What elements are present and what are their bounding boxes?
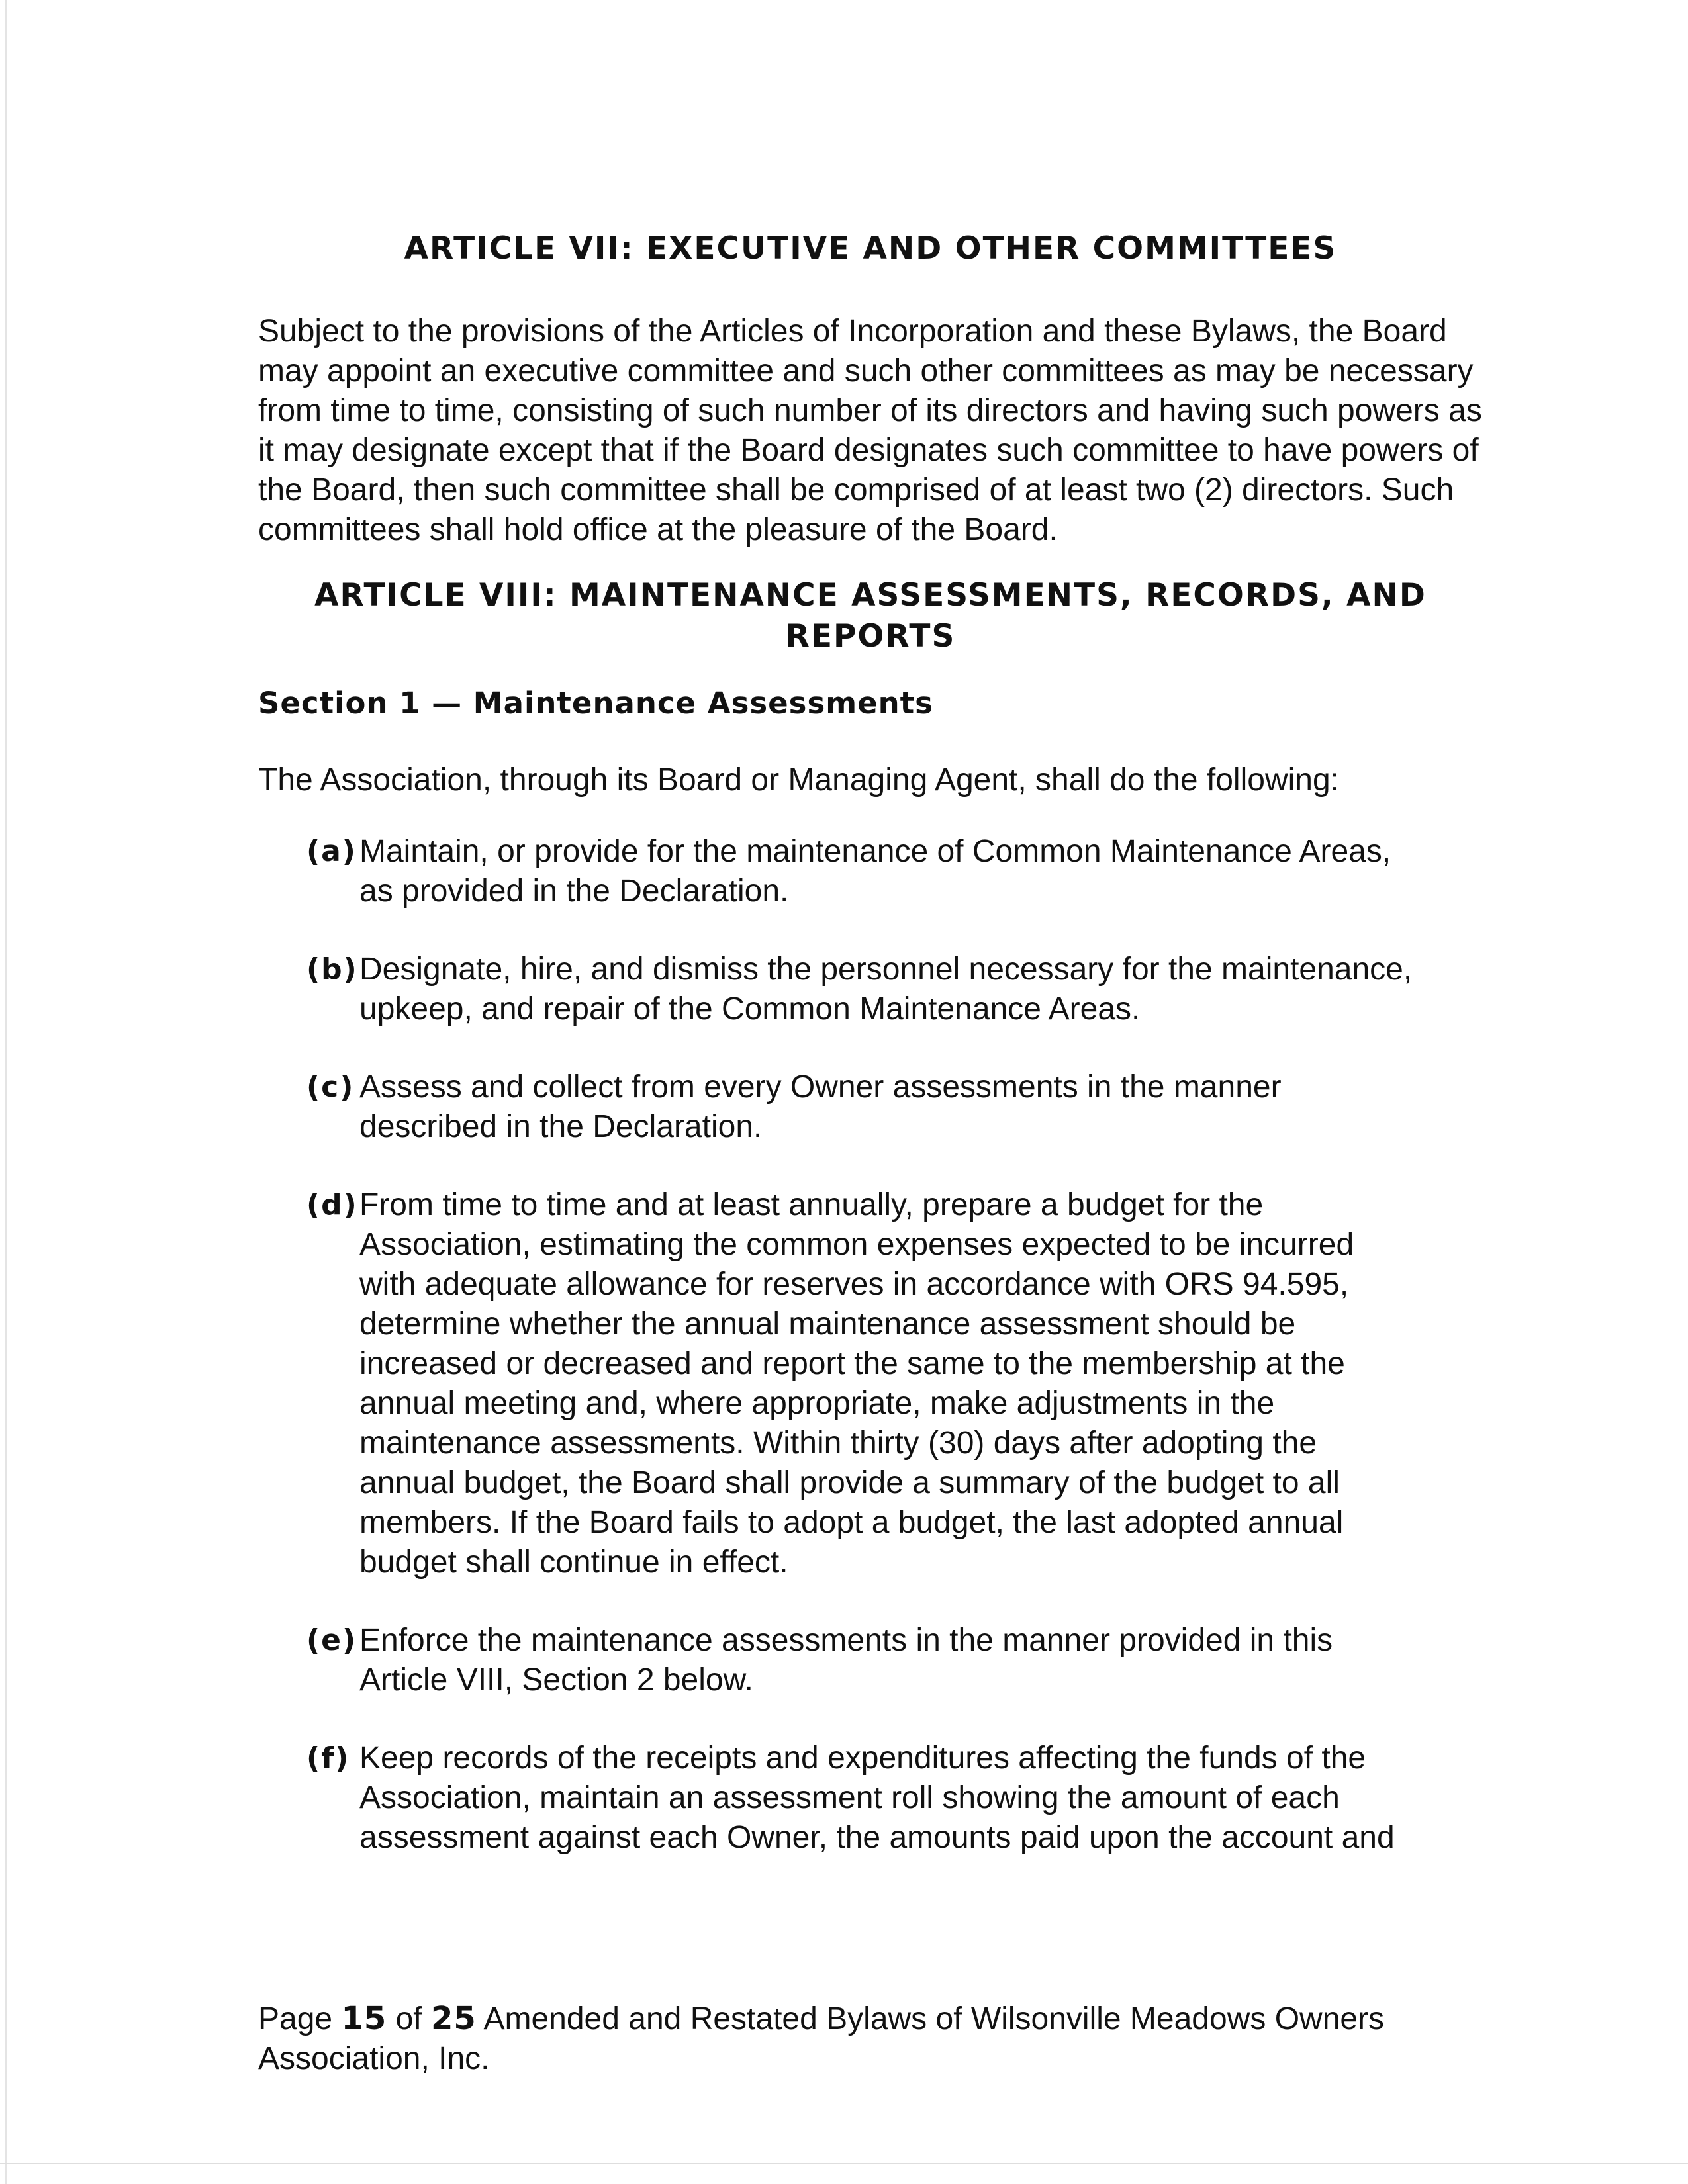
- list-item-label: (f): [306, 1741, 350, 1775]
- footer-of-word: of: [395, 2001, 422, 2036]
- article-viii-heading: [258, 575, 1483, 657]
- footer-title-line2: Association, Inc.: [258, 2041, 490, 2076]
- list-item-text: From time to time and at least annually, prepare a budget for the Association, estimating the common expenses expected to be incurred with adequate allowance for reserves in accordance with ORS 94.595, determine whether the annual maintenance assessment should be increased or decreased and report the same to the membership at the annual meeting and, where appropriate, make adjustments in the maintenance assessments. Within thirty (30) days after adopting the annual budget, the Board shall provide a summary of the budget to all members. If the Board fails to adopt a budget, the last adopted annual budget shall continue in effect.: [359, 1187, 1354, 1580]
- list-item-label: (a): [306, 835, 357, 868]
- page-bottom-edge: [0, 2163, 1688, 2164]
- list-item-e: [258, 1621, 1483, 1700]
- article-viii-heading-line1: ARTICLE VIII: MAINTENANCE ASSESSMENTS, RECORDS, AND: [314, 577, 1427, 614]
- list-item-d: [258, 1185, 1483, 1582]
- list-item-b: [258, 950, 1483, 1029]
- list-item-f: [258, 1739, 1483, 1858]
- list-item-a: [258, 832, 1483, 911]
- article-viii-heading-line2: REPORTS: [785, 618, 956, 655]
- list-item-label: (c): [306, 1070, 355, 1104]
- list-item-text: Enforce the maintenance assessments in the manner provided in this Article VIII, Section 2 below.: [359, 1623, 1333, 1698]
- section-1-heading: Section 1 — Maintenance Assessments: [258, 686, 933, 721]
- article-vii-heading: ARTICLE VII: EXECUTIVE AND OTHER COMMITTEES: [404, 230, 1337, 267]
- article-vii-paragraph: Subject to the provisions of the Articles of Incorporation and these Bylaws, the Board may appoint an executive committee and such other committees as may be necessary from time to time, consisting of such number of its directors and having such powers as it may designate except that if the Board designates such committee to have powers of the Board, then such committee shall be comprised of at least two (2) directors. Such committees shall hold office at the pleasure of the Board.: [258, 314, 1482, 547]
- list-item-c: [258, 1068, 1483, 1147]
- list-item-text: Keep records of the receipts and expenditures affecting the funds of the Association, maintain an assessment roll showing the amount of each assessment against each Owner, the amounts paid upon the account and: [359, 1741, 1395, 1855]
- list-item-text: Assess and collect from every Owner assessments in the manner described in the Declaration.: [359, 1069, 1282, 1144]
- footer-title-line1: Amended and Restated Bylaws of Wilsonville Meadows Owners: [483, 2001, 1385, 2036]
- list-item-text: Designate, hire, and dismiss the personnel necessary for the maintenance, upkeep, and repair of the Common Maintenance Areas.: [359, 952, 1413, 1026]
- document-body: [258, 228, 1483, 1858]
- footer-page-word: Page: [258, 2001, 333, 2036]
- page-left-edge: [5, 0, 7, 2184]
- section-1-intro: The Association, through its Board or Managing Agent, shall do the following:: [258, 762, 1340, 797]
- footer-page-total: 25: [430, 2000, 477, 2037]
- list-item-label: (e): [306, 1623, 357, 1657]
- footer-page-number: 15: [341, 2000, 387, 2037]
- page-footer: [258, 1999, 1483, 2079]
- list-item-label: (d): [306, 1188, 358, 1222]
- list-item-label: (b): [306, 952, 358, 986]
- list-item-text: Maintain, or provide for the maintenance of Common Maintenance Areas, as provided in the Declaration.: [359, 834, 1391, 909]
